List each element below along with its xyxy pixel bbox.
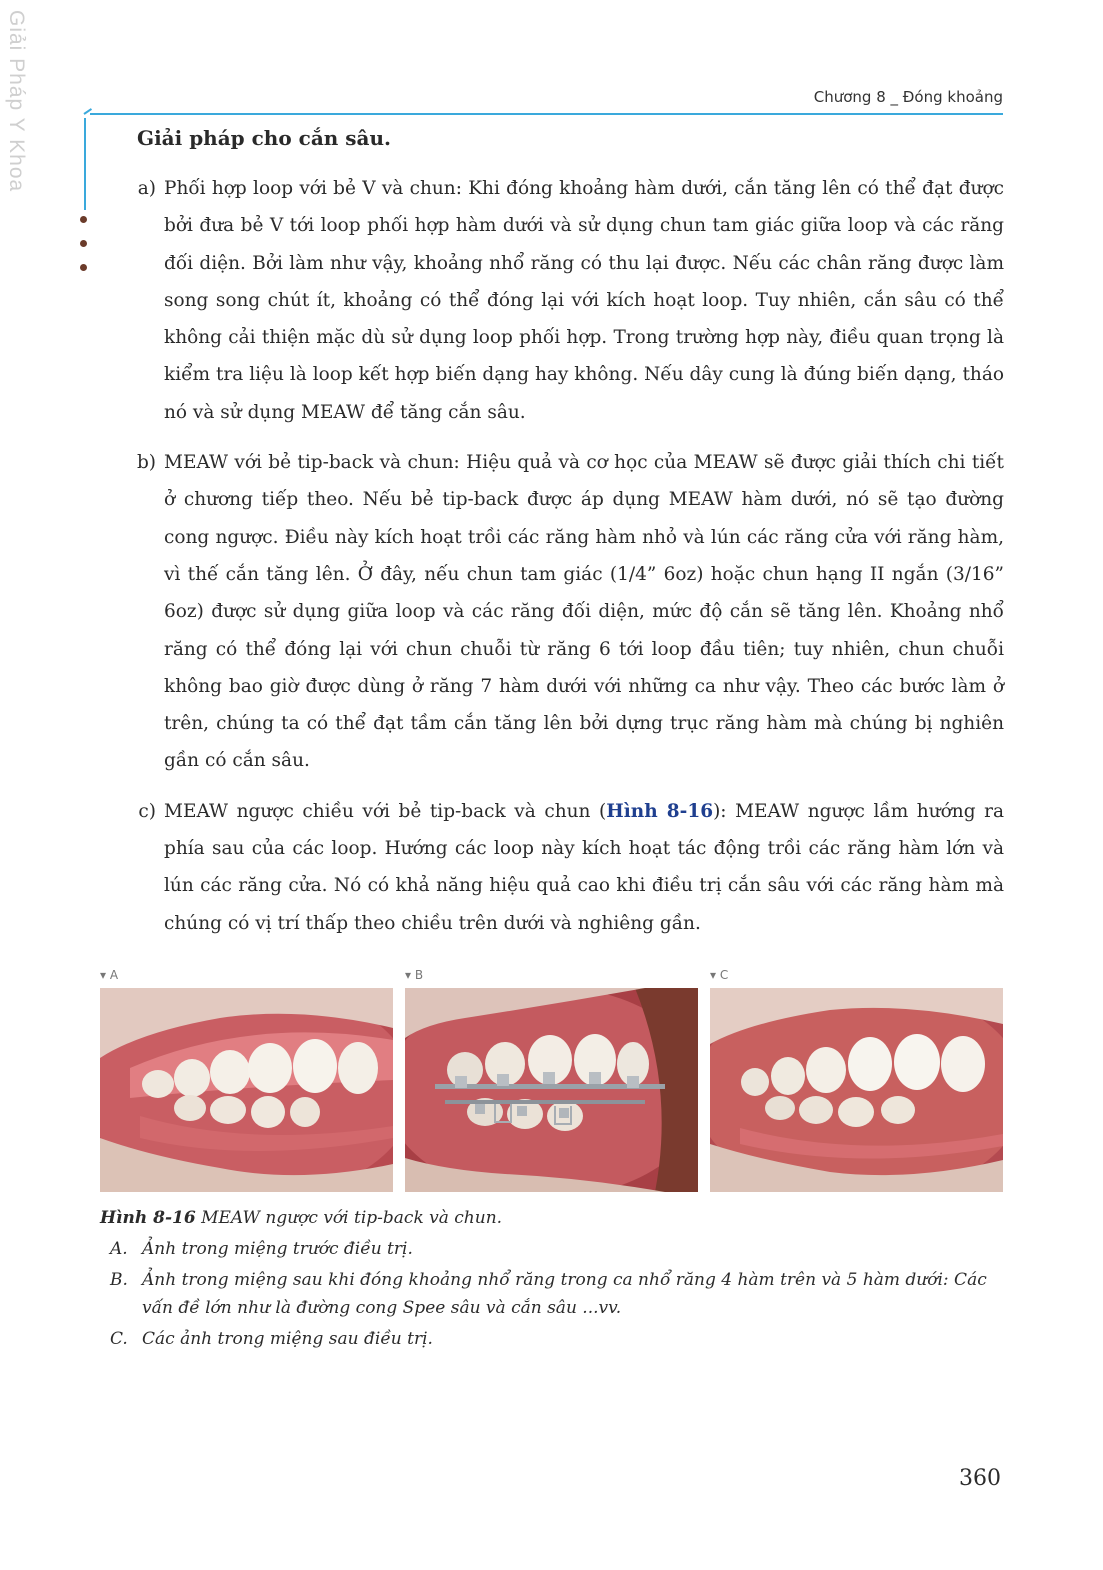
margin-accent-line: [84, 118, 86, 210]
caption-item-text: Ảnh trong miệng trước điều trị.: [142, 1239, 413, 1259]
intraoral-photo-a: [100, 988, 393, 1192]
list-item-text-end: ): MEAW ngược lầm hướng ra phía sau của các loop. Hướng các loop này kích hoạt tác động trồi các răng hàm lớn và lún các răng cửa. Nó có khả năng hiệu quả cao khi điều trị cắn sâu với các răng hàm mà chúng có vị trí thấp theo chiều trên dưới và nghiêng gần.: [164, 800, 1004, 934]
list-item-text: [164, 793, 1004, 942]
intraoral-photo-b: [405, 988, 698, 1192]
margin-dot: [80, 216, 87, 223]
caption-item-text: Ảnh trong miệng sau khi đóng khoảng nhổ răng trong ca nhổ răng 4 hàm trên và 5 hàm dưới: Các vấn đề lớn như là đường cong Spee sâu và cắn sâu ...vv.: [142, 1270, 987, 1318]
list-item-label: c): [138, 800, 156, 822]
list-item-text: Phối hợp loop với bẻ V và chun: Khi đóng khoảng hàm dưới, cắn tăng lên có thể đạt được bởi đưa bẻ V tới loop phối hợp hàm dưới và sử dụng chun tam giác giữa loop và các răng đối diện. Bởi làm như vậy, khoảng nhổ răng có thu lại được. Nếu các chân răng được làm song song chút ít, khoảng có thể đóng lại với kích hoạt loop. Tuy nhiên, cắn sâu có thể không cải thiện mặc dù sử dụng loop phối hợp. Trong trường hợp này, điều quan trọng là kiểm tra liệu là loop kết hợp biến dạng hay không. Nếu dây cung là đúng biến dạng, tháo nó và sử dụng MEAW để tăng cắn sâu.: [164, 178, 1004, 423]
figure-panel-a: [100, 968, 393, 1192]
caption-item-c: [100, 1325, 1010, 1353]
figure-caption: [100, 1204, 1010, 1353]
list-item-c: [120, 793, 1010, 942]
section-title: Giải pháp cho cắn sâu.: [137, 126, 392, 150]
margin-dot: [80, 264, 87, 271]
list-item-text: MEAW với bẻ tip-back và chun: Hiệu quả và cơ học của MEAW sẽ được giải thích chi tiết ở chương tiếp theo. Nếu bẻ tip-back được áp dụng MEAW hàm dưới, nó sẽ tạo đường cong ngược. Điều này kích hoạt trồi các răng hàm nhỏ và lún các răng cửa với răng hàm, vì thế cắn tăng lên. Ở đây, nếu chun tam giác (1/4” 6oz) hoặc chun hạng II ngắn (3/16” 6oz) được sử dụng giữa loop và các răng đối diện, mức độ cắn sẽ tăng lên. Khoảng nhổ răng có thể đóng lại với chun chuỗi từ răng 6 tới loop đầu tiên; tuy nhiên, chun chuỗi không bao giờ được dùng ở răng 7 hàm dưới với những ca như vậy. Theo các bước làm ở trên, chúng ta có thể đạt tầm cắn tăng lên bởi dựng trục răng hàm mà chúng bị nghiên gần có cắn sâu.: [164, 452, 1004, 772]
figure-reference-link[interactable]: Hình 8-16: [606, 800, 714, 822]
figure-panel-c: [710, 968, 1003, 1192]
caption-item-a: [100, 1235, 1010, 1263]
caption-title: [100, 1204, 1010, 1232]
header-rule: [90, 113, 1003, 115]
list-item-b: [120, 444, 1010, 780]
caption-item-b: [100, 1266, 1010, 1322]
figure-8-16: [100, 968, 1004, 1194]
list-item-a: [120, 170, 1010, 431]
list-item-text-start: MEAW ngược chiều với bẻ tip-back và chun (: [164, 800, 607, 822]
caption-item-text: Các ảnh trong miệng sau điều trị.: [142, 1329, 433, 1349]
margin-dot: [80, 240, 87, 247]
body-content: [120, 170, 1010, 955]
caption-item-letter: C.: [110, 1329, 128, 1349]
page-number: 360: [959, 1466, 1001, 1491]
list-item-label: b): [136, 452, 156, 474]
chapter-header: Chương 8 _ Đóng khoảng: [813, 88, 1003, 106]
panel-label: ▾ A: [100, 968, 119, 982]
caption-figure-number: Hình 8-16: [100, 1208, 196, 1228]
caption-item-letter: A.: [110, 1239, 128, 1259]
list-item-label: a): [137, 178, 156, 199]
panel-label: ▾ B: [405, 968, 424, 982]
caption-title-text: MEAW ngược với tip-back và chun.: [195, 1208, 503, 1228]
figure-panel-b: [405, 968, 698, 1192]
margin-dots: [80, 216, 87, 288]
panel-label: ▾ C: [710, 968, 729, 982]
intraoral-photo-c: [710, 988, 1003, 1192]
caption-item-letter: B.: [110, 1270, 128, 1290]
side-watermark: Giải Pháp Y Khoa: [5, 10, 28, 193]
